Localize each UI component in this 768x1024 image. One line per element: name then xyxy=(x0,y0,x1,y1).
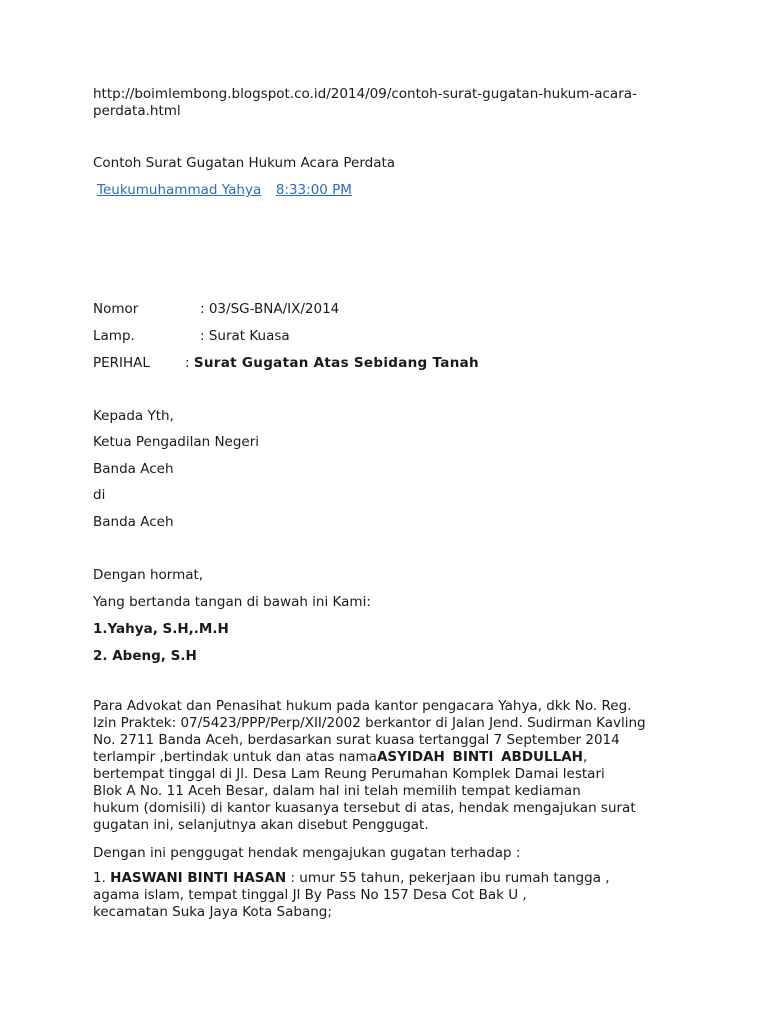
lamp-value: : Surat Kuasa xyxy=(200,328,290,344)
defendant-number: 1. xyxy=(93,870,111,886)
post-meta xyxy=(97,182,352,198)
greeting: Dengan hormat, xyxy=(93,567,204,583)
time-link[interactable]: 8:33:00 PM xyxy=(275,182,352,198)
perihal-value: Surat Gugatan Atas Sebidang Tanah xyxy=(193,355,479,371)
paragraph-advocates xyxy=(93,698,675,834)
intro: Yang bertanda tangan di bawah ini Kami: xyxy=(93,594,371,610)
defendant-block xyxy=(93,870,675,921)
source-url-line2: perdata.html xyxy=(93,103,181,119)
defendant-line3: kecamatan Suka Jaya Kota Sabang; xyxy=(93,904,332,920)
source-url xyxy=(93,86,637,120)
address-line2: Ketua Pengadilan Negeri xyxy=(93,434,260,450)
nomor-label: Nomor xyxy=(93,301,139,317)
defendant-line1 xyxy=(93,870,675,887)
address-line1: Kepada Yth, xyxy=(93,408,174,424)
lamp-row xyxy=(93,328,290,344)
perihal-label: PERIHAL xyxy=(93,355,150,371)
defendant-line1-rest: : umur 55 tahun, pekerjaan ibu rumah tangga , xyxy=(286,870,610,886)
perihal-row xyxy=(93,355,479,371)
para1-line6: Blok A No. 11 Aceh Besar, dalam hal ini telah memilih tempat kediaman xyxy=(93,783,581,799)
para1-line8: gugatan ini, selanjutnya akan disebut Penggugat. xyxy=(93,817,429,833)
para1-line5: bertempat tinggal di Jl. Desa Lam Reung Perumahan Komplek Damai lestari xyxy=(93,766,605,782)
nomor-value: : 03/SG-BNA/IX/2014 xyxy=(200,301,340,317)
perihal-colon: : xyxy=(185,355,190,371)
para1-line3: No. 2711 Banda Aceh, berdasarkan surat kuasa tertanggal 7 September 2014 xyxy=(93,732,620,748)
para1-line4-comma: , xyxy=(582,749,588,765)
para1-line4-text: terlampir ,bertindak untuk dan atas nama xyxy=(93,749,377,765)
para1-line7: hukum (domisili) di kantor kuasanya tersebut di atas, hendak mengajukan surat xyxy=(93,800,636,816)
source-url-line1: http://boimlembong.blogspot.co.id/2014/09/contoh-surat-gugatan-hukum-acara- xyxy=(93,86,637,102)
signatory-2: 2. Abeng, S.H xyxy=(93,648,197,664)
address-line5: Banda Aceh xyxy=(93,514,174,530)
defendant-name: HASWANI BINTI HASAN xyxy=(110,870,287,886)
post-title: Contoh Surat Gugatan Hukum Acara Perdata xyxy=(93,155,396,171)
para1-line4 xyxy=(93,749,675,766)
client-name: ASYIDAH BINTI ABDULLAH xyxy=(376,749,583,765)
lamp-label: Lamp. xyxy=(93,328,135,344)
address-line3: Banda Aceh xyxy=(93,461,174,477)
para1-line2: Izin Praktek: 07/5423/PPP/Perp/XII/2002 berkantor di Jalan Jend. Sudirman Kavling xyxy=(93,715,646,731)
address-line4: di xyxy=(93,487,106,503)
author-link[interactable]: Teukumuhammad Yahya xyxy=(97,182,262,198)
nomor-row xyxy=(93,301,339,317)
signatory-1: 1.Yahya, S.H,.M.H xyxy=(93,621,229,637)
paragraph-claim: Dengan ini penggugat hendak mengajukan gugatan terhadap : xyxy=(93,845,521,861)
para1-line1: Para Advokat dan Penasihat hukum pada kantor pengacara Yahya, dkk No. Reg. xyxy=(93,698,632,714)
defendant-line2: agama islam, tempat tinggal Jl By Pass No 157 Desa Cot Bak U , xyxy=(93,887,527,903)
